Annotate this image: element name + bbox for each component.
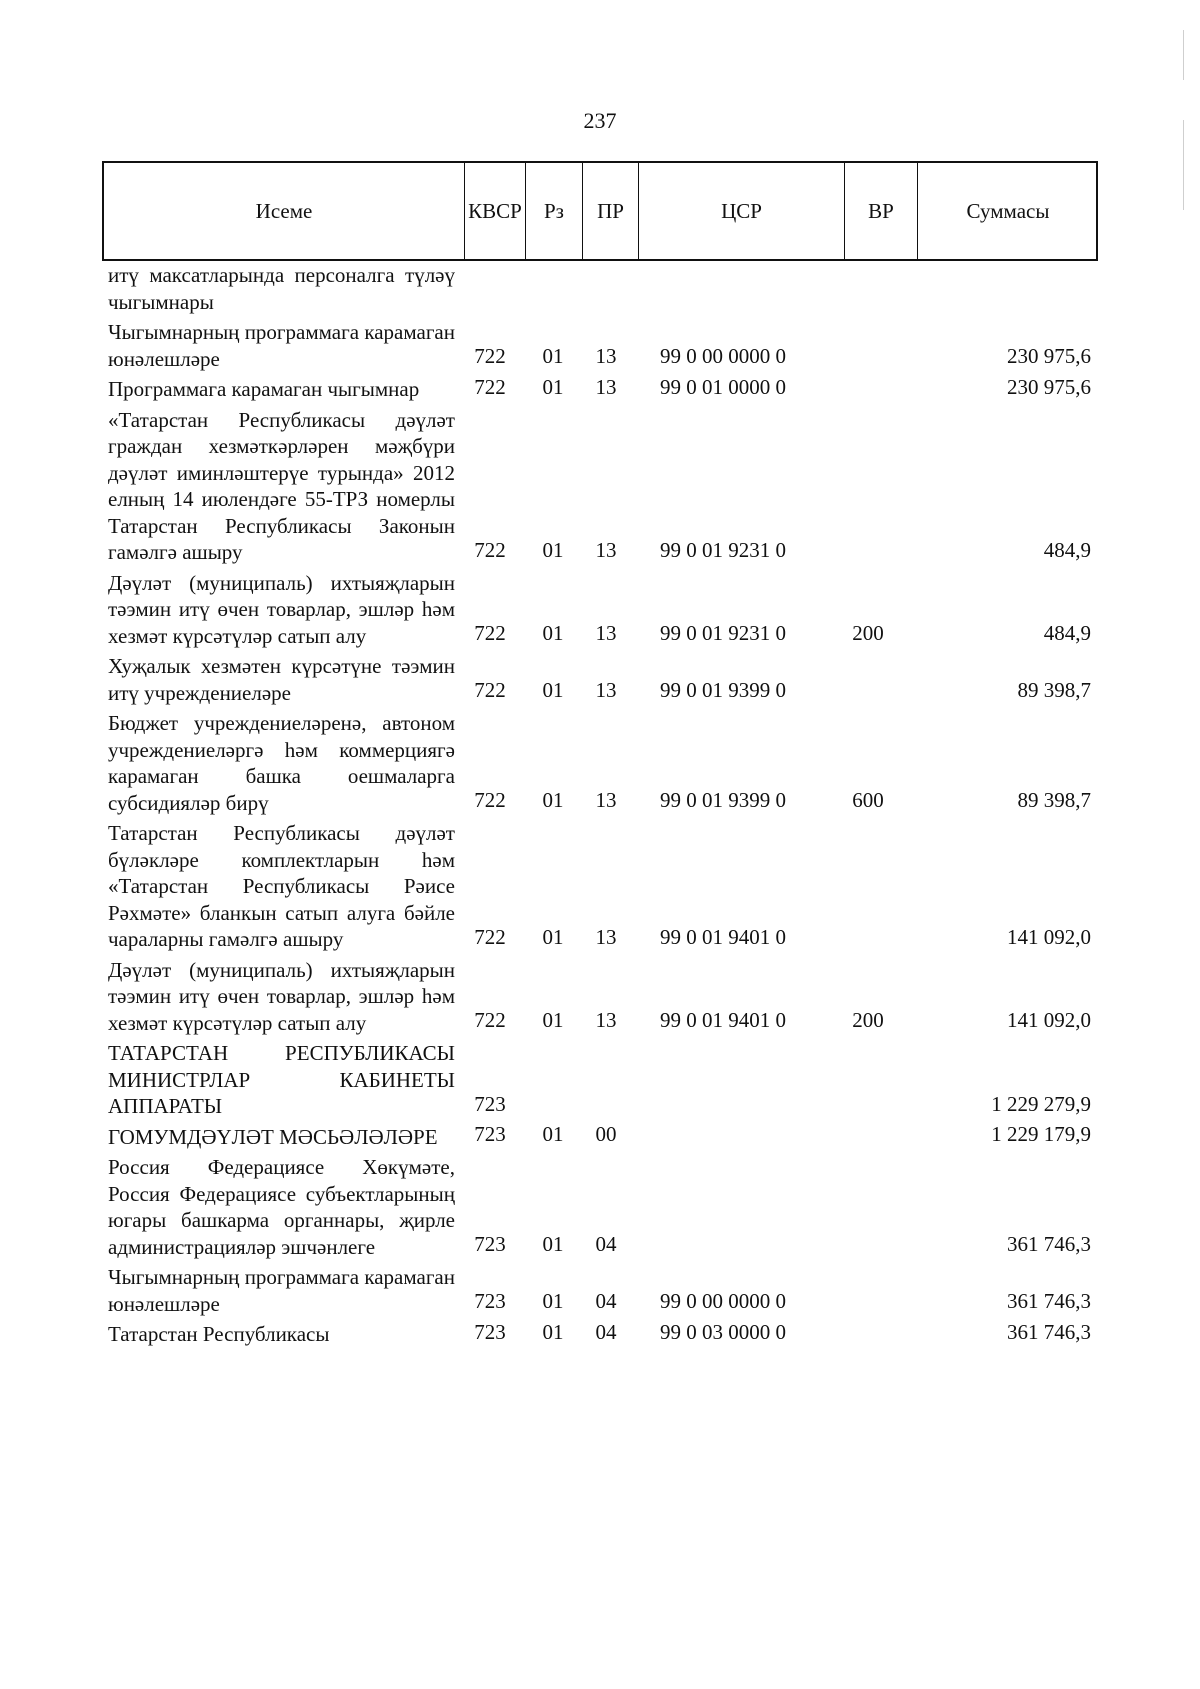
row-kvsr: 723 — [474, 1289, 506, 1313]
row-pr: 13 — [595, 621, 617, 645]
row-name: Россия Федерациясе Хөкүмәте, Россия Федерациясе субъектларының югары башкарма органнары, җирле администрацияләр эшчәнлеге — [108, 1155, 455, 1259]
table-row — [102, 653, 1098, 706]
table-row — [102, 407, 1098, 566]
row-kvsr: 723 — [474, 1091, 506, 1116]
row-rz: 01 — [542, 344, 564, 368]
row-kvsr: 723 — [474, 1319, 506, 1344]
row-csr: 99 0 01 0000 0 — [660, 374, 786, 399]
row-pr: 13 — [595, 537, 617, 562]
row-kvsr: 722 — [474, 1008, 506, 1032]
row-csr: 99 0 01 9401 0 — [660, 924, 786, 949]
row-rz: 01 — [542, 924, 564, 949]
row-sum: 361 746,3 — [1007, 1232, 1091, 1256]
row-pr: 13 — [595, 374, 617, 399]
row-csr: 99 0 01 9399 0 — [660, 788, 786, 812]
row-sum: 230 975,6 — [1007, 344, 1091, 368]
row-rz: 01 — [542, 678, 564, 702]
scan-edge-mark — [1183, 30, 1184, 80]
row-kvsr: 722 — [474, 374, 506, 399]
row-rz: 01 — [542, 1289, 564, 1313]
row-name: «Татарстан Республикасы дәүләт граждан хезмәткәрләрен мәҗбүри дәүләт иминләштерүе турында» 2012 елның 14 июлендәге 55-ТРЗ номерлы Татарстан Республикасы Законын гамәлгә ашыру — [108, 407, 455, 564]
row-pr: 04 — [595, 1289, 617, 1313]
table-row — [102, 1321, 1098, 1348]
row-sum: 484,9 — [1043, 621, 1091, 645]
header-csr: ЦСР — [638, 163, 844, 259]
row-rz: 01 — [542, 537, 564, 562]
header-pr: ПР — [582, 163, 638, 259]
row-name: Чыгымнарның программага карамаган юнәлешләре — [108, 1265, 455, 1316]
header-kvsr: КВСР — [464, 163, 525, 259]
row-rz: 01 — [542, 1232, 564, 1256]
row-name: Татарстан Республикасы дәүләт бүләкләре комплектларын һәм «Татарстан Республикасы Рәисе Рәхмәте» бланкын сатып алуга бәйле чараларны гамәлгә ашыру — [108, 821, 455, 951]
row-rz: 01 — [542, 788, 564, 812]
row-name: Программага карамаган чыгымнар — [108, 377, 420, 401]
table-row — [102, 820, 1098, 953]
row-name: итү максатларында персоналга түләү чыгымнары — [108, 263, 455, 314]
row-rz: 01 — [542, 621, 564, 645]
row-kvsr: 722 — [474, 621, 506, 645]
row-sum: 361 746,3 — [1007, 1289, 1091, 1313]
table-row — [102, 319, 1098, 372]
row-csr: 99 0 03 0000 0 — [660, 1319, 786, 1344]
row-name: ГОМУМДӘҮЛӘТ МӘСЬӘЛӘЛӘРЕ — [108, 1124, 438, 1149]
row-vr: 200 — [852, 1008, 884, 1032]
row-rz: 01 — [542, 1008, 564, 1032]
row-pr: 13 — [595, 344, 617, 368]
row-pr: 13 — [595, 1008, 617, 1032]
table-row — [102, 1040, 1098, 1120]
row-pr: 04 — [595, 1319, 617, 1344]
table-body — [102, 262, 1098, 1348]
row-kvsr: 722 — [474, 788, 506, 812]
row-sum: 141 092,0 — [1007, 924, 1091, 949]
row-csr: 99 0 01 9231 0 — [660, 621, 786, 645]
row-csr: 99 0 01 9401 0 — [660, 1008, 786, 1032]
row-name: Хуҗалык хезмәтен күрсәтүне тәэмин итү учреждениеләре — [108, 654, 455, 705]
row-csr: 99 0 00 0000 0 — [660, 344, 786, 368]
table-row — [102, 376, 1098, 403]
row-name: Дәүләт (муниципаль) ихтыяҗларын тәэмин итү өчен товарлар, эшләр һәм хезмәт күрсәтүләр сатып алу — [108, 570, 455, 648]
header-rz: Рз — [525, 163, 582, 259]
table-row — [102, 570, 1098, 650]
row-rz: 01 — [542, 1319, 564, 1344]
row-name: ТАТАРСТАН РЕСПУБЛИКАСЫ МИНИСТРЛАР КАБИНЕТЫ АППАРАТЫ — [108, 1041, 455, 1118]
row-kvsr: 723 — [474, 1232, 506, 1256]
table-row — [102, 710, 1098, 816]
row-sum: 1 229 179,9 — [991, 1122, 1091, 1146]
row-pr: 13 — [595, 924, 617, 949]
table-row — [102, 262, 1098, 315]
table-row — [102, 957, 1098, 1037]
row-sum: 141 092,0 — [1007, 1008, 1091, 1032]
row-name: Бюджет учреждениеләренә, автоном учреждениеләргә һәм коммерциягә карамаган башка оешмаларга субсидияләр бирү — [108, 711, 455, 815]
row-sum: 1 229 279,9 — [991, 1091, 1091, 1116]
header-vr: ВР — [844, 163, 917, 259]
row-kvsr: 722 — [474, 678, 506, 702]
table-header — [102, 161, 1098, 261]
scan-edge-mark — [1183, 120, 1184, 210]
row-sum: 484,9 — [1043, 537, 1091, 562]
row-pr: 04 — [595, 1232, 617, 1256]
row-csr: 99 0 00 0000 0 — [660, 1289, 786, 1313]
row-rz: 01 — [542, 1122, 564, 1146]
row-csr: 99 0 01 9231 0 — [660, 537, 786, 562]
row-kvsr: 722 — [474, 344, 506, 368]
row-pr: 13 — [595, 678, 617, 702]
row-name: Татарстан Республикасы — [108, 1322, 330, 1346]
row-rz: 01 — [542, 374, 564, 399]
row-sum: 361 746,3 — [1007, 1319, 1091, 1344]
table-row — [102, 1124, 1098, 1151]
row-pr: 00 — [595, 1122, 617, 1146]
row-vr: 600 — [852, 788, 884, 812]
row-name: Чыгымнарның программага карамаган юнәлешләре — [108, 320, 455, 371]
row-sum: 230 975,6 — [1007, 374, 1091, 399]
row-csr: 99 0 01 9399 0 — [660, 678, 786, 702]
row-kvsr: 723 — [474, 1122, 506, 1146]
row-name: Дәүләт (муниципаль) ихтыяҗларын тәэмин итү өчен товарлар, эшләр һәм хезмәт күрсәтүләр сатып алу — [108, 957, 455, 1035]
table-row — [102, 1154, 1098, 1260]
row-kvsr: 722 — [474, 537, 506, 562]
row-kvsr: 722 — [474, 924, 506, 949]
header-name: Исеме — [255, 198, 313, 223]
row-pr: 13 — [595, 788, 617, 812]
header-sum: Суммасы — [917, 163, 1098, 259]
table-row — [102, 1264, 1098, 1317]
row-sum: 89 398,7 — [1017, 678, 1091, 702]
page-number: 237 — [583, 108, 617, 133]
row-vr: 200 — [852, 621, 884, 645]
row-sum: 89 398,7 — [1017, 788, 1091, 812]
